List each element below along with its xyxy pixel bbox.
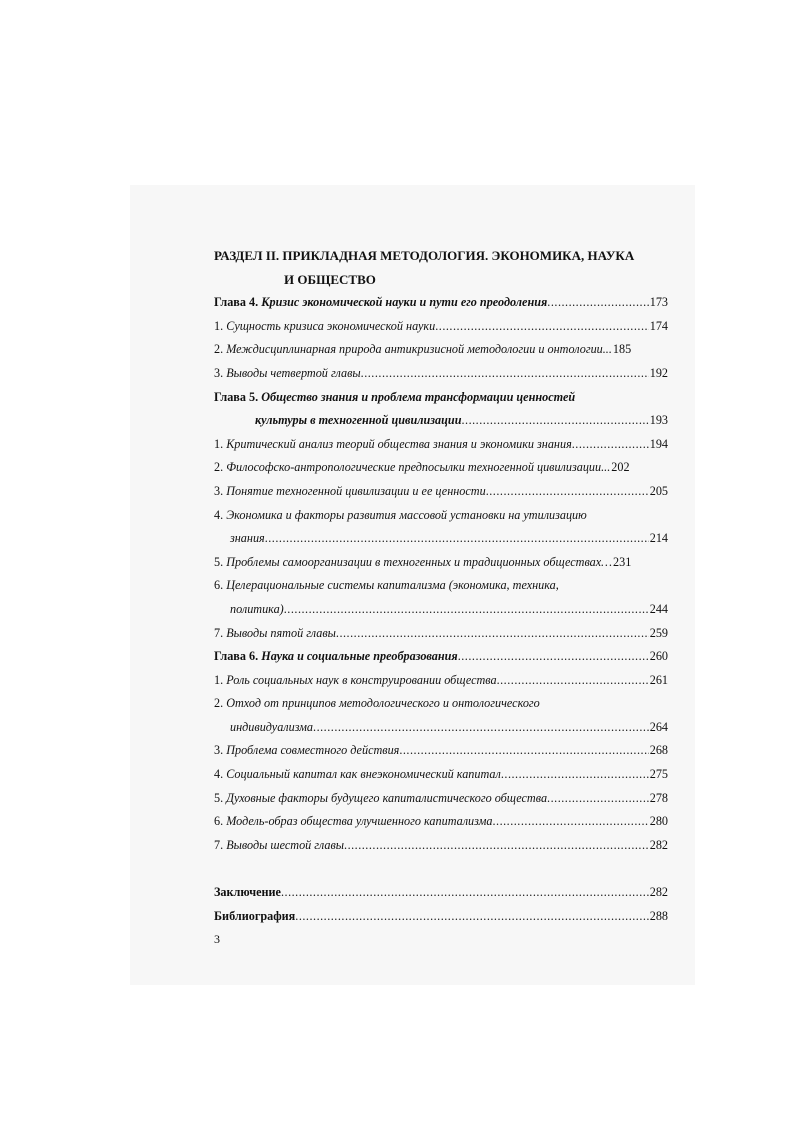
leader-dots xyxy=(265,527,649,551)
toc-item[interactable]: 5. Духовные факторы будущего капиталистического общества ..... 278 xyxy=(214,787,668,811)
leader-dots xyxy=(281,881,649,905)
page-ref: 280 xyxy=(649,814,668,829)
chapter-title: Общество знания и проблема трансформации ценностей xyxy=(261,389,576,404)
page-ref: 278 xyxy=(649,790,668,805)
leader-dots xyxy=(284,598,649,622)
section-title-line1: РАЗДЕЛ II. ПРИКЛАДНАЯ МЕТОДОЛОГИЯ. ЭКОНОМИКА, НАУКА xyxy=(214,248,635,263)
leader-dots xyxy=(295,905,648,929)
chapter-label: Глава 4. xyxy=(214,295,259,310)
leader-dots xyxy=(458,645,649,669)
page-ref: 259 xyxy=(649,625,668,640)
chapter-6-entry[interactable] xyxy=(214,645,668,669)
leader-dots xyxy=(344,834,649,858)
page-ref: 275 xyxy=(649,767,668,782)
toc-item[interactable]: 1. Критический анализ теорий общества знания и экономики знания ..... 194 xyxy=(214,433,668,457)
toc-item-line1[interactable]: 6. Целерациональные системы капитализма (экономика, техника, xyxy=(214,578,559,593)
page-ref: 264 xyxy=(649,719,668,734)
page-ref: 214 xyxy=(649,531,668,546)
toc-item-line1[interactable]: 4. Экономика и факторы развития массовой установки на утилизацию xyxy=(214,507,587,522)
toc-item[interactable]: 6. Модель-образ общества улучшенного капитализма ..... 280 xyxy=(214,810,668,834)
leader-dots xyxy=(497,669,649,693)
chapter-5-title-line1[interactable] xyxy=(214,386,668,410)
page-ref: 282 xyxy=(649,837,668,852)
leader-dots xyxy=(547,291,648,315)
table-of-contents xyxy=(214,244,668,929)
page-ref: 185 xyxy=(612,342,632,357)
page-ref: 261 xyxy=(649,672,668,687)
leader-dots xyxy=(336,622,649,646)
conclusion-entry[interactable]: Заключение ..... 282 xyxy=(214,881,668,905)
page-ref: 194 xyxy=(649,436,668,451)
leader-dots xyxy=(435,315,649,339)
leader-dots xyxy=(313,716,649,740)
page-ref: 205 xyxy=(649,483,668,498)
page-ref: 192 xyxy=(649,365,668,380)
page-ref: 282 xyxy=(649,885,668,900)
chapter-label: Глава 5. xyxy=(214,389,259,404)
leader-dots xyxy=(461,409,648,433)
page-ref: 268 xyxy=(649,743,668,758)
page-ref: 173 xyxy=(649,295,668,310)
leader-dots xyxy=(547,787,649,811)
page-ref: 193 xyxy=(649,413,668,428)
toc-item[interactable]: 7. Выводы пятой главы ..... 259 xyxy=(214,622,668,646)
page-ref: 202 xyxy=(611,460,630,475)
chapter-title: Наука и социальные преобразования xyxy=(261,649,458,664)
toc-item[interactable]: 3. Понятие техногенной цивилизации и ее ценности ..... 205 xyxy=(214,480,668,504)
chapter-label: Глава 6. xyxy=(214,649,259,664)
toc-item-line2[interactable]: индивидуализма ..... 264 xyxy=(214,716,668,740)
leader-dots xyxy=(361,362,649,386)
leader-dots xyxy=(399,739,648,763)
page-ref: 260 xyxy=(649,649,668,664)
page-ref: 244 xyxy=(649,601,668,616)
toc-item[interactable]: 4. Социальный капитал как внеэкономический капитал ..... 275 xyxy=(214,763,668,787)
section-title-line2: И ОБЩЕСТВО xyxy=(284,271,376,287)
toc-item[interactable]: 2. Междисциплинарная природа антикризисной методологии и онтологии... 185 xyxy=(214,338,668,362)
chapter-title: Кризис экономической науки и пути его преодоления xyxy=(261,295,548,310)
toc-item[interactable]: 2. Философско-антропологические предпосылки техногенной цивилизации... 202 xyxy=(214,456,668,480)
toc-item[interactable]: 1. Сущность кризиса экономической науки ..... 174 xyxy=(214,315,668,339)
leader-dots xyxy=(492,810,648,834)
toc-item-line2[interactable]: знания ..... 214 xyxy=(214,527,668,551)
leader-dots xyxy=(486,480,649,504)
toc-item-line2[interactable]: политика) ..... 244 xyxy=(214,598,668,622)
spacer xyxy=(214,857,668,881)
leader-dots xyxy=(501,763,649,787)
page-ref: 288 xyxy=(649,909,668,924)
leader-dots xyxy=(572,433,649,457)
page-number: 3 xyxy=(214,932,220,946)
toc-item-line1[interactable]: 2. Отход от принципов методологического и онтологического xyxy=(214,696,540,711)
toc-item[interactable]: 3. Проблема совместного действия ..... 268 xyxy=(214,739,668,763)
toc-item[interactable]: 5. Проблемы самоорганизации в техногенных и традиционных обществах… 231 xyxy=(214,551,668,575)
bibliography-entry[interactable]: Библиография ..... 288 xyxy=(214,905,668,929)
toc-item[interactable]: 3. Выводы четвертой главы ..... 192 xyxy=(214,362,668,386)
chapter-5-title-line2[interactable]: культуры в техногенной цивилизации ..... 193 xyxy=(214,409,668,433)
page-ref: 231 xyxy=(613,554,632,569)
toc-item[interactable]: 1. Роль социальных наук в конструировании общества ..... 261 xyxy=(214,669,668,693)
chapter-4-entry[interactable] xyxy=(214,291,668,315)
toc-item[interactable]: 7. Выводы шестой главы ..... 282 xyxy=(214,834,668,858)
page-ref: 174 xyxy=(649,318,668,333)
